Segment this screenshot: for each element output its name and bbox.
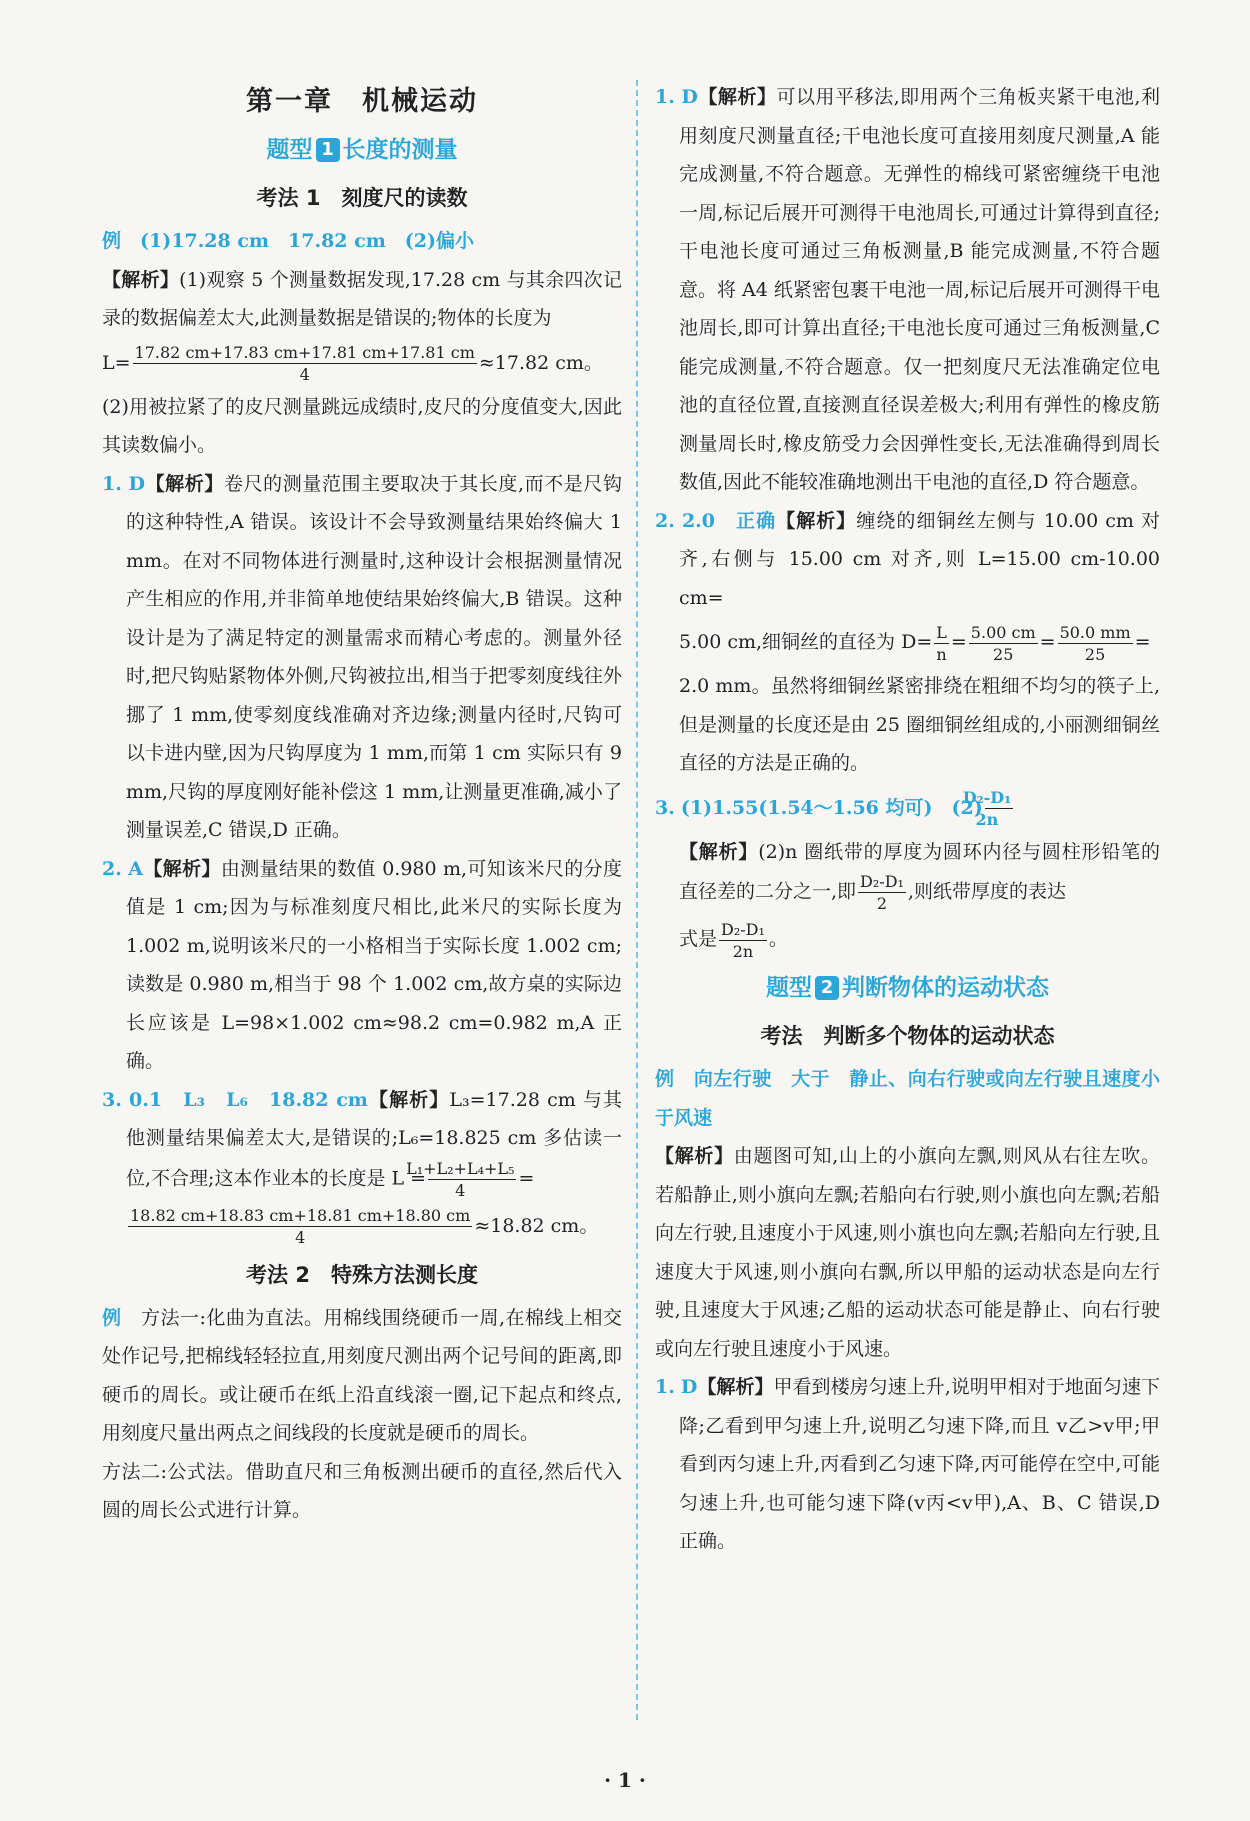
question-3-formula: $\frac{18.82 cm+18.83 cm+18.81 cm+18.80 cm}{4}$ ≈18.82 cm。 (130, 1206, 599, 1247)
example-2-method-1: 例 方法一:化曲为直法。用棉线围绕硬币一周,在棉线上相交处作记号,把棉线轻轻拉直,用刻度尺测出两个记号间的距离,即硬币的周长。或让硬币在纸上沿直线滚一圈,记下起点和终点,用刻度尺量出两点之间线段的长度就是硬币的周长。 (102, 1306, 622, 1444)
page-number: · 1 · (604, 1768, 646, 1792)
column-divider (636, 80, 638, 1720)
method-2-heading: 考法 2 特殊方法测长度 (246, 1262, 478, 1287)
example-1-analysis: 【解析】(1)观察 5 个测量数据发现,17.28 cm 与其余四次记录的数据偏差太大,此测量数据是错误的;物体的长度为 (102, 268, 622, 329)
right-question-2-formula: 5.00 cm,细铜丝的直径为 D= $\frac{L}{n}$ = $\frac{5.00 cm}{25}$ = $\frac{50.0 mm}{25}$ = (679, 622, 1151, 664)
method-3-heading: 考法 判断多个物体的运动状态 (760, 1024, 1055, 1048)
method-1-heading: 考法 1 刻度尺的读数 (256, 186, 468, 210)
question-1-solution: 1. D【解析】卷尺的测量范围主要取决于其长度,而不是尺钩的这种特性,A 错误。该设计不会导致测量结果始终偏大 1 mm。在对不同物体进行测量时,这种设计会根据测量情况产生相应的作用,并非简单地使结果始终偏大,B 错误。这种设计是为了满足特定的测量需求而精心考虑的。测量外径时,把尺钩贴紧物体外侧,尺钩被拉出,相当于把零刻度线往外挪了 1 mm,使零刻度线准确对齐边缘;测量内径时,尺钩可以卡进内壁,因为尺钩厚度为 1 mm,而第 1 cm 实际只有 9 mm,尺钩的厚度刚好能补偿这 1 mm,让测量更准确,减小了测量误差,C 错误,D 正确。 (102, 472, 622, 841)
example-1-answer: 例 (1)17.28 cm 17.82 cm (2)偏小 (102, 230, 474, 252)
right-question-3-answer: 3. (1)1.55(1.54～1.56 均可) (2) $\frac{\text{D₂-D₁}}{2n}$ (655, 788, 1012, 829)
right-question-3-analysis: 【解析】(2)n 圈纸带的厚度为圆环内径与圆柱形铅笔的直径差的二分之一,即 $\frac{\text{D₂-D₁}}{2}$ ,则纸带厚度的表达 (679, 840, 1160, 913)
question-3-solution: 3. 0.1 L₃ L₆ 18.82 cm【解析】L₃=17.28 cm 与其他测量结果偏差太大,是错误的;L₆=18.825 cm 多估读一位,不合理;这本作业本的长度是 L = $\frac{\text{L₁+L₂+L₄+L₅}}{4}$ = (102, 1088, 622, 1200)
question-type-1-heading: 题型 1 长度的测量 (266, 137, 458, 163)
right-question-3-expression: 式是 $\frac{\text{D₂-D₁}}{2n}$ 。 (679, 919, 788, 961)
example-1-analysis-2: (2)用被拉紧了的皮尺测量跳远成绩时,皮尺的分度值变大,因此其读数偏小。 (102, 395, 622, 456)
right-question-2-conclusion: 2.0 mm。虽然将细铜丝紧密排绕在粗细不均匀的筷子上,但是测量的长度还是由 25 圈细铜丝组成的,小丽测细铜丝直径的方法是正确的。 (679, 675, 1160, 774)
right-question-2-solution: 2. 2.0 正确【解析】缠绕的细铜丝左侧与 10.00 cm 对齐,右侧与 15.00 cm 对齐,则 L=15.00 cm-10.00 cm= (655, 509, 1161, 609)
example-3-answer: 例 向左行驶 大于 静止、向右行驶或向左行驶且速度小于风速 (655, 1068, 1160, 1129)
left-column (102, 78, 622, 1530)
example-3-analysis: 【解析】由题图可知,山上的小旗向左飘,则风从右往左吹。若船静止,则小旗向左飘;若船向右行驶,则小旗也向左飘;若船向左行驶,且速度小于风速,则小旗也向左飘;若船向左行驶,且速度大于风速,则小旗向右飘,所以甲船的运动状态是向左行驶,且速度大于风速;乙船的运动状态可能是静止、向右行驶或向左行驶且速度小于风速。 (655, 1145, 1160, 1360)
example-2-method-2: 方法二:公式法。借助直尺和三角板测出硬币的直径,然后代入圆的周长公式进行计算。 (102, 1460, 622, 1521)
right-question-1-solution: 1. D【解析】可以用平移法,即用两个三角板夹紧干电池,利用刻度尺测量直径;干电池长度可直接用刻度尺测量,A 能完成测量,不符合题意。无弹性的棉线可紧密缠绕干电池一周,标记后展开可测得干电池周长,可通过计算得到直径;干电池长度可通过三角板测量,B 能完成测量,不符合题意。将 A4 纸紧密包裹干电池一周,标记后展开可测得干电池周长,即可计算出直径;干电池长度可通过三角板测量,C 能完成测量,不符合题意。仅一把刻度尺无法准确定位电池的直径位置,直接测直径误差极大;利用有弹性的橡皮筋测量周长时,橡皮筋受力会因弹性变长,无法准确得到周长数值,因此不能较准确地测出干电池的直径,D 符合题意。 (655, 86, 1160, 493)
example-1-formula: L= $\frac{17.82 cm+17.83 cm+17.81 cm+17.81 cm}{4}$ ≈17.82 cm。 (102, 343, 603, 384)
right-question-4-solution: 1. D【解析】甲看到楼房匀速上升,说明甲相对于地面匀速下降;乙看到甲匀速上升,说明乙匀速下降,而且 v乙>v甲;甲看到丙匀速上升,丙看到乙匀速下降,丙可能停在空中,可能匀速上升,也可能匀速下降(v丙<v甲),A、B、C 错误,D 正确。 (655, 1376, 1160, 1552)
chapter-title: 第一章 机械运动 (246, 86, 478, 117)
question-2-solution: 2. A【解析】由测量结果的数值 0.980 m,可知该米尺的分度值是 1 cm;因为与标准刻度尺相比,此米尺的实际长度为 1.002 m,说明该米尺的一小格相当于实际长度 1.002 cm;读数是 0.980 m,相当于 98 个 1.002 cm,故方桌的实际边长应该是 L=98×1.002 cm≈98.2 cm=0.982 m,A 正确。 (102, 857, 622, 1072)
question-type-2-heading: 题型 2 判断物体的运动状态 (766, 975, 1049, 1001)
right-column (655, 78, 1160, 1561)
